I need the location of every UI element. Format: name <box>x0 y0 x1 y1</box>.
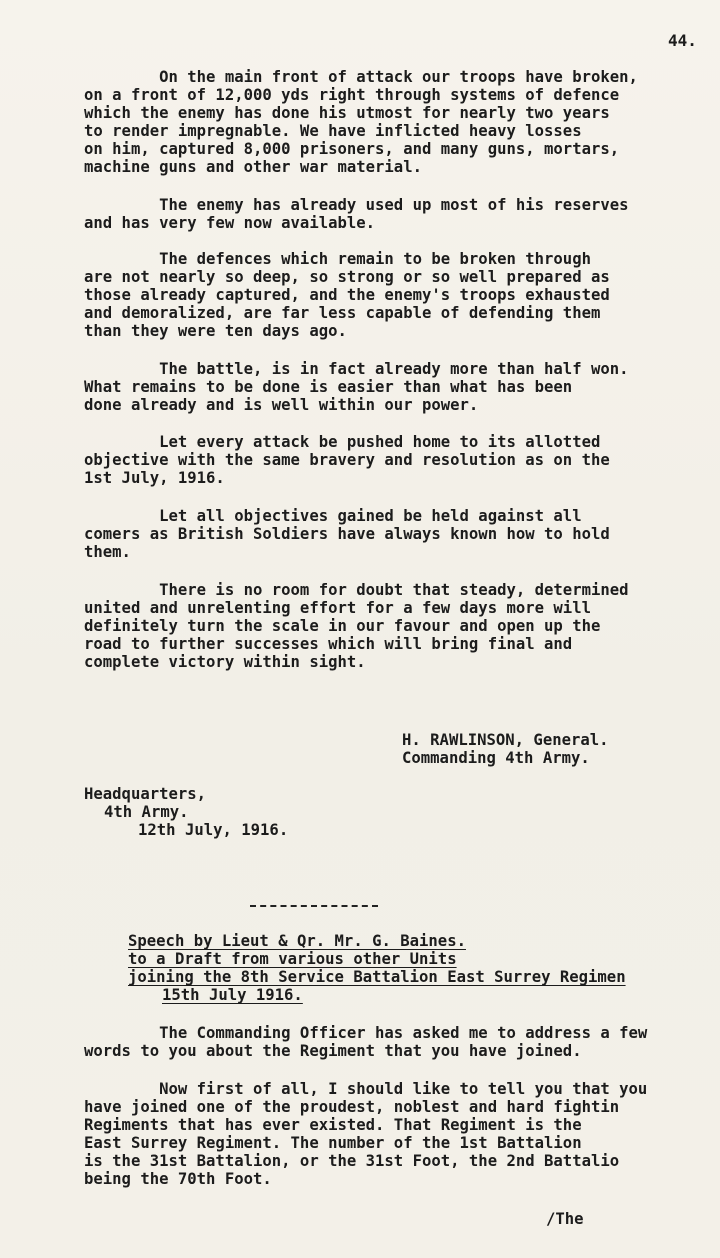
speech-p2-line-4: East Surrey Regiment. The number of the 1st Battalion <box>84 1134 582 1152</box>
p1-line-4: to render impregnable. We have inflicted heavy losses <box>84 122 582 140</box>
address-line-2: 4th Army. <box>104 803 189 821</box>
p3-line-5: than they were ten days ago. <box>84 322 347 340</box>
p1-line-5: on him, captured 8,000 prisoners, and many guns, mortars, <box>84 140 620 158</box>
p3-line-3: those already captured, and the enemy's troops exhausted <box>84 286 610 304</box>
p2-line-1: The enemy has already used up most of his reserves <box>84 196 629 214</box>
p6-line-1: Let all objectives gained be held against all <box>84 507 582 525</box>
speech-heading-line-1: Speech by Lieut & Qr. Mr. G. Baines. <box>128 932 466 950</box>
speech-p1-line-2: words to you about the Regiment that you have joined. <box>84 1042 582 1060</box>
speech-heading-line-3: joining the 8th Service Battalion East Surrey Regimen <box>128 968 626 986</box>
speech-heading-line-2: to a Draft from various other Units <box>128 950 457 968</box>
p5-line-1: Let every attack be pushed home to its allotted <box>84 433 601 451</box>
p1-line-1: On the main front of attack our troops have broken, <box>84 68 638 86</box>
p3-line-1: The defences which remain to be broken through <box>84 250 591 268</box>
speech-p2-line-3: Regiments that has ever existed. That Regiment is the <box>84 1116 582 1134</box>
p3-line-2: are not nearly so deep, so strong or so well prepared as <box>84 268 610 286</box>
p7-line-1: There is no room for doubt that steady, determined <box>84 581 629 599</box>
speech-p2-line-5: is the 31st Battalion, or the 31st Foot, the 2nd Battalio <box>84 1152 620 1170</box>
p3-line-4: and demoralized, are far less capable of defending them <box>84 304 601 322</box>
p7-line-5: complete victory within sight. <box>84 653 366 671</box>
p1-line-6: machine guns and other war material. <box>84 158 422 176</box>
p4-line-2: What remains to be done is easier than what has been <box>84 378 573 396</box>
p4-line-3: done already and is well within our power. <box>84 396 479 414</box>
p7-line-4: road to further successes which will bring final and <box>84 635 573 653</box>
p7-line-3: definitely turn the scale in our favour and open up the <box>84 617 601 635</box>
p1-line-2: on a front of 12,000 yds right through systems of defence <box>84 86 620 104</box>
speech-p1-line-1: The Commanding Officer has asked me to address a few <box>84 1024 648 1042</box>
speech-p2-line-6: being the 70th Foot. <box>84 1170 272 1188</box>
signature-name: H. RAWLINSON, General. <box>402 731 609 749</box>
separator-rule <box>250 905 378 907</box>
catchword: /The <box>546 1210 584 1228</box>
p4-line-1: The battle, is in fact already more than half won. <box>84 360 629 378</box>
address-date: 12th July, 1916. <box>138 821 289 839</box>
p6-line-2: comers as British Soldiers have always known how to hold <box>84 525 610 543</box>
p5-line-3: 1st July, 1916. <box>84 469 225 487</box>
speech-heading-line-4: 15th July 1916. <box>162 986 303 1004</box>
p5-line-2: objective with the same bravery and resolution as on the <box>84 451 610 469</box>
speech-p2-line-2: have joined one of the proudest, noblest and hard fightin <box>84 1098 620 1116</box>
p7-line-2: united and unrelenting effort for a few days more will <box>84 599 591 617</box>
page-number: 44. <box>668 31 697 50</box>
p2-line-2: and has very few now available. <box>84 214 376 232</box>
signature-title: Commanding 4th Army. <box>402 749 590 767</box>
p6-line-3: them. <box>84 543 131 561</box>
address-line-1: Headquarters, <box>84 785 207 803</box>
p1-line-3: which the enemy has done his utmost for nearly two years <box>84 104 610 122</box>
speech-p2-line-1: Now first of all, I should like to tell you that you <box>84 1080 648 1098</box>
